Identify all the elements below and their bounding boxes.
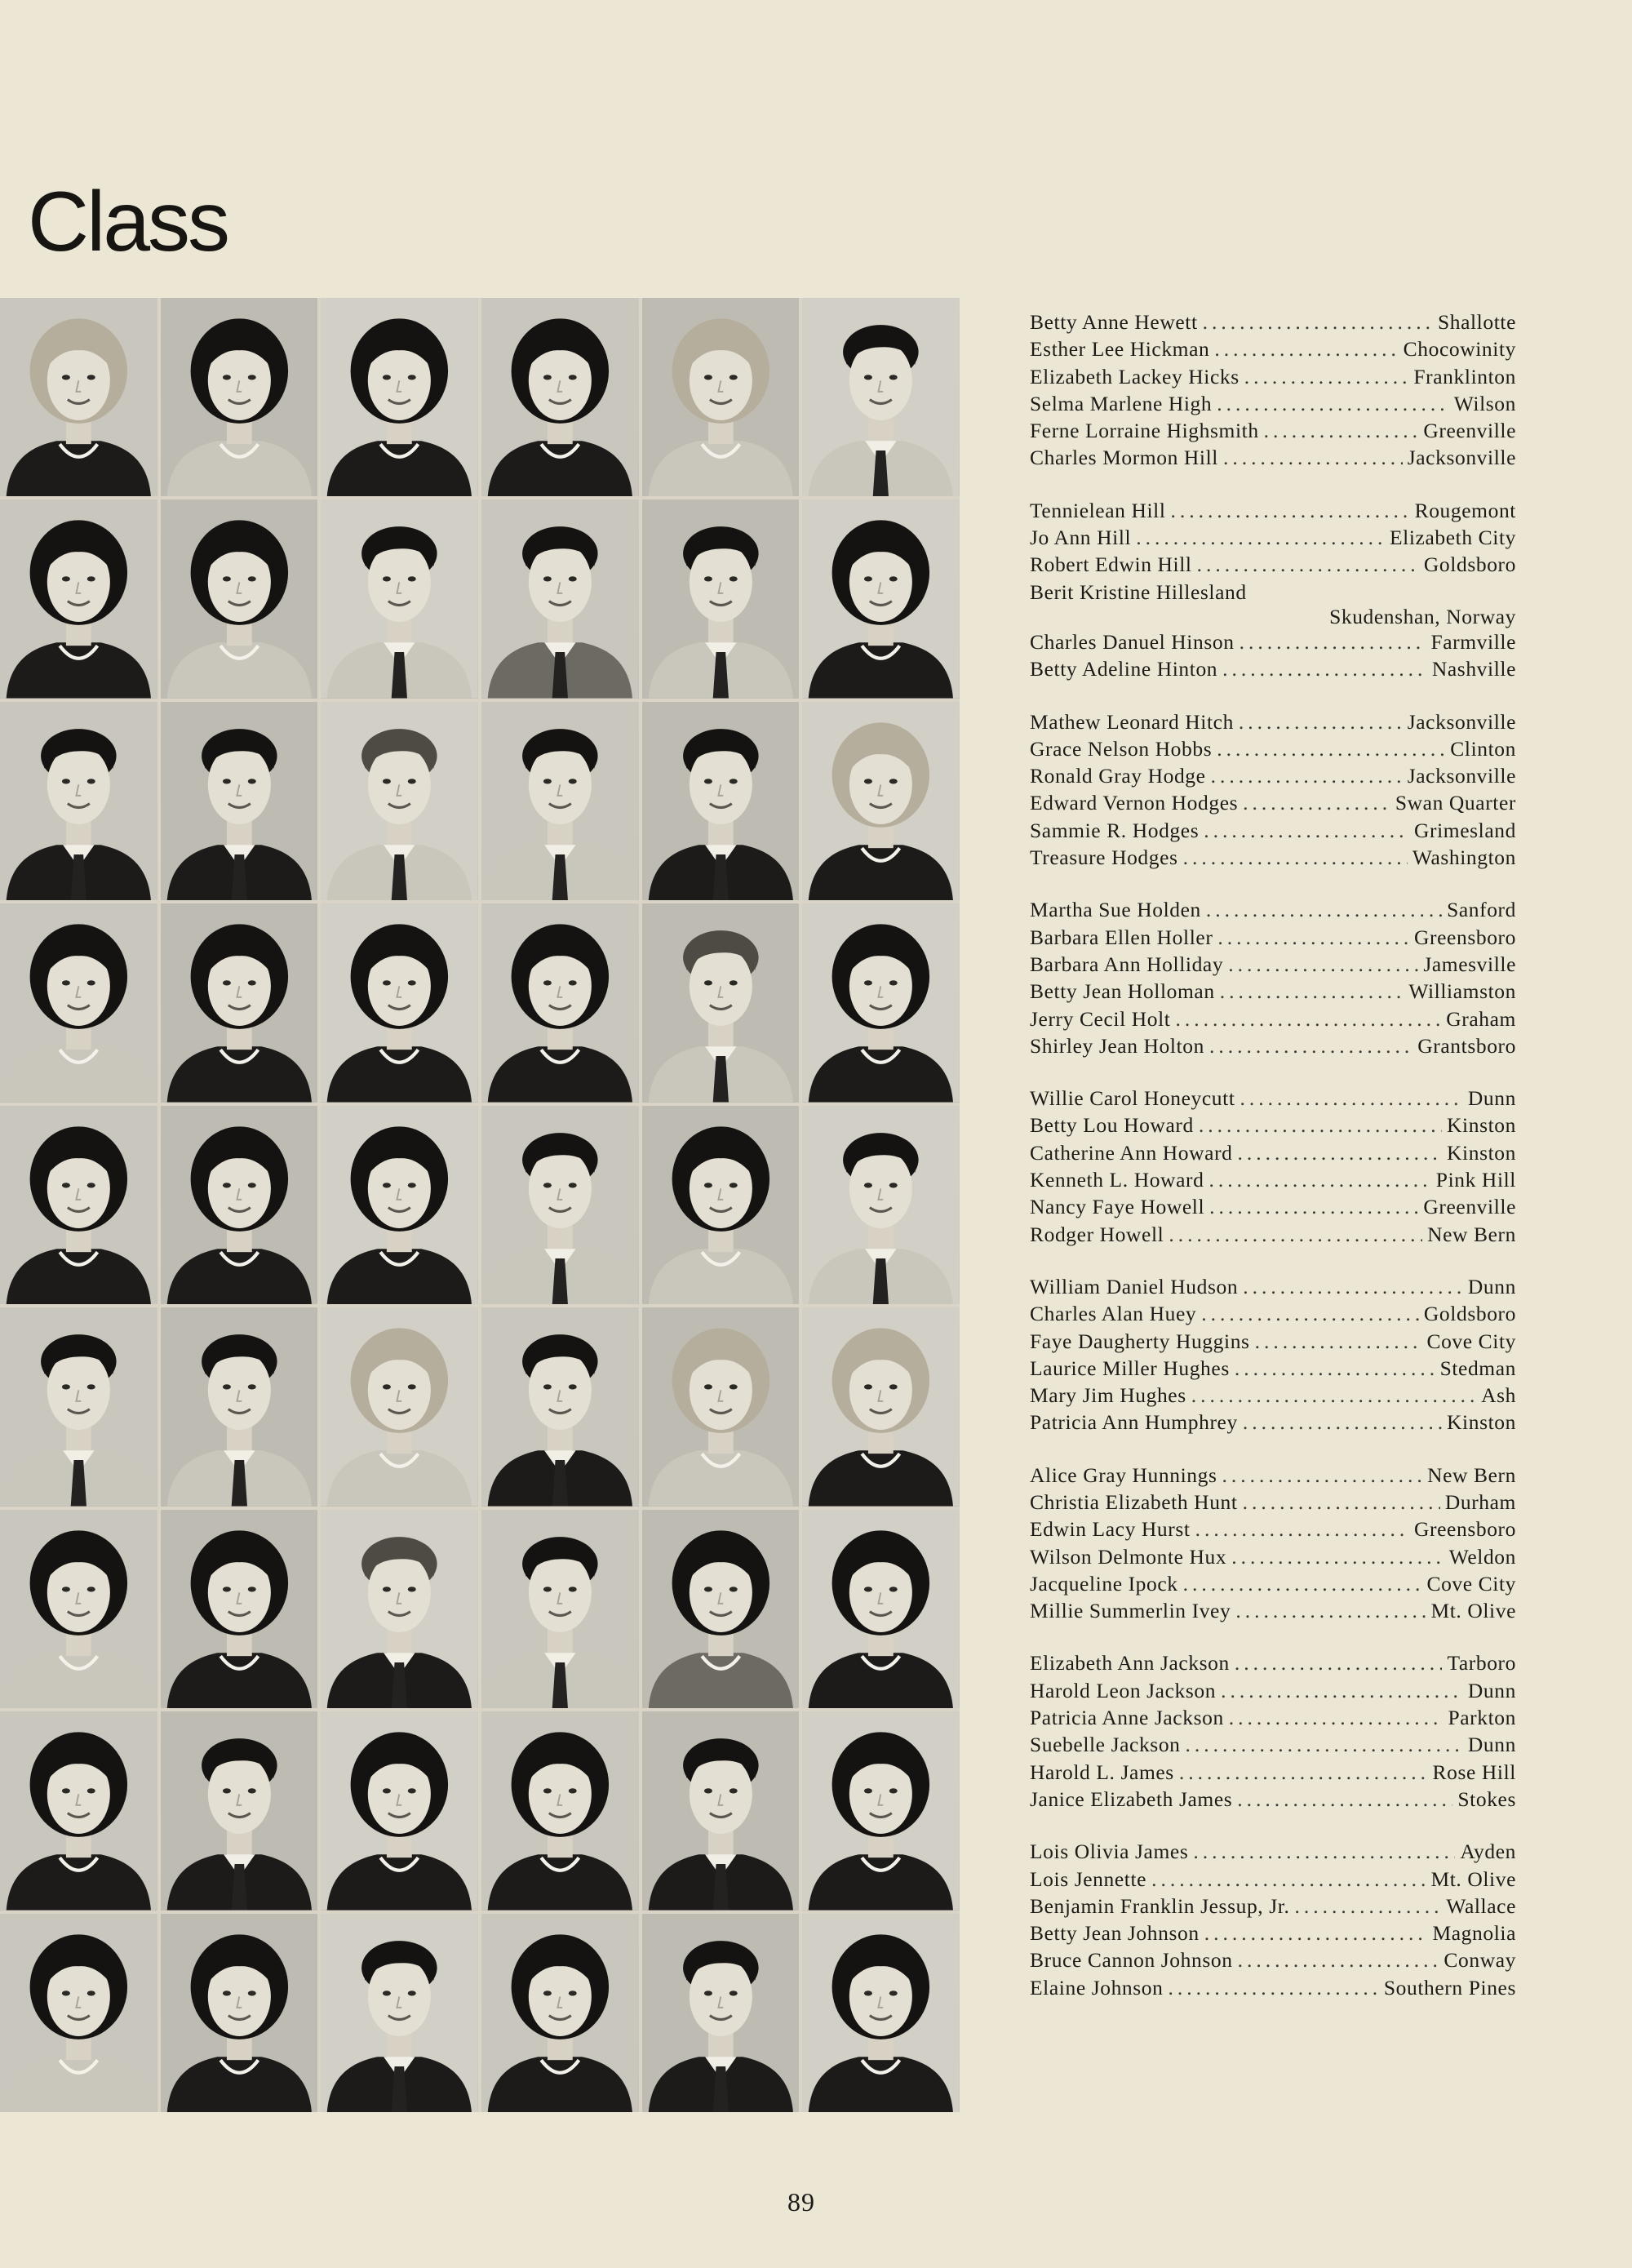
student-hometown: Grantsboro (1417, 1033, 1516, 1058)
student-portrait (0, 1711, 157, 1910)
student-portrait (161, 298, 318, 496)
student-hometown: Sanford (1447, 898, 1516, 922)
student-hometown: Conway (1444, 1948, 1516, 1973)
student-name: Charles Alan Huey (1030, 1302, 1197, 1326)
student-entry (1030, 1221, 1516, 1248)
student-entry (1030, 978, 1516, 1005)
dot-leader (1222, 655, 1427, 682)
student-name: Tennielean Hill (1030, 498, 1166, 522)
student-entry (1030, 1866, 1516, 1893)
student-portrait (481, 903, 639, 1102)
student-name: Suebelle Jackson (1030, 1733, 1181, 1757)
student-hometown: Greensboro (1414, 925, 1516, 949)
student-name: Betty Jean Johnson (1030, 1921, 1200, 1946)
student-hometown: Southern Pines (1383, 1975, 1516, 1999)
student-hometown: Farmville (1430, 629, 1516, 654)
student-name: Sammie R. Hodges (1030, 818, 1200, 842)
student-portrait (0, 298, 157, 496)
student-name: Jerry Cecil Holt (1030, 1006, 1171, 1031)
student-portrait (0, 702, 157, 900)
student-name: Laurice Miller Hughes (1030, 1356, 1230, 1380)
student-portrait (802, 499, 960, 698)
student-entry (1030, 762, 1516, 789)
student-portrait (642, 499, 800, 698)
student-hometown: Ayden (1460, 1840, 1516, 1864)
student-hometown: Williamston (1408, 979, 1516, 1004)
student-name: Mathew Leonard Hitch (1030, 709, 1234, 734)
dot-leader (1179, 1759, 1428, 1786)
student-name: Alice Gray Hunnings (1030, 1462, 1217, 1487)
student-entry (1030, 1516, 1516, 1542)
student-name: Jacqueline Ipock (1030, 1571, 1178, 1596)
student-entry (1030, 735, 1516, 762)
student-portrait (802, 1914, 960, 2112)
dot-leader (1199, 1112, 1442, 1138)
student-hometown: Magnolia (1432, 1921, 1516, 1946)
student-entry (1030, 1409, 1516, 1436)
dot-leader (1237, 1786, 1452, 1813)
student-name: Robert Edwin Hill (1030, 553, 1192, 577)
student-hometown: Goldsboro (1423, 1302, 1516, 1326)
dot-leader (1169, 1221, 1422, 1248)
student-hometown: New Bern (1427, 1462, 1516, 1487)
student-hometown: Kinston (1447, 1140, 1516, 1165)
dot-leader (1217, 735, 1445, 762)
student-entry (1030, 1300, 1516, 1327)
dot-leader (1240, 1085, 1463, 1112)
dot-leader (1183, 1570, 1422, 1597)
student-portrait (642, 1914, 800, 2112)
student-hometown: Dunn (1467, 1678, 1516, 1702)
student-portrait (0, 499, 157, 698)
name-group (1030, 308, 1516, 472)
student-hometown: Wilson (1453, 391, 1516, 415)
dot-leader (1240, 628, 1426, 655)
student-portrait (161, 499, 318, 698)
student-entry (1030, 551, 1516, 578)
dot-leader (1243, 789, 1390, 816)
student-entry (1030, 1193, 1516, 1220)
student-portrait (321, 702, 478, 900)
student-hometown: Parkton (1448, 1706, 1516, 1730)
dot-leader (1193, 1838, 1455, 1865)
student-portrait (802, 903, 960, 1102)
student-portrait (161, 1106, 318, 1304)
student-portrait (802, 1510, 960, 1708)
dot-leader (1171, 497, 1410, 524)
student-name: Patricia Anne Jackson (1030, 1706, 1224, 1730)
student-hometown: Shallotte (1437, 310, 1516, 334)
portrait-grid (0, 298, 960, 2112)
student-entry (1030, 1731, 1516, 1758)
dot-leader (1204, 1920, 1428, 1946)
student-hometown: Dunn (1467, 1086, 1516, 1111)
dot-leader (1223, 444, 1403, 471)
student-portrait (642, 1106, 800, 1304)
student-entry (1030, 1273, 1516, 1300)
student-hometown: Greenville (1423, 1195, 1516, 1219)
student-portrait (642, 1307, 800, 1506)
name-group (1030, 1273, 1516, 1436)
student-hometown: Weldon (1448, 1544, 1516, 1569)
student-name: Edward Vernon Hodges (1030, 791, 1239, 815)
student-name: Barbara Ellen Holler (1030, 925, 1213, 949)
student-name: Betty Anne Hewett (1030, 310, 1198, 334)
student-hometown: Mt. Olive (1430, 1599, 1516, 1623)
student-name: Shirley Jean Holton (1030, 1033, 1204, 1058)
student-portrait (321, 903, 478, 1102)
student-portrait (642, 298, 800, 496)
student-hometown: Stokes (1457, 1786, 1516, 1811)
dot-leader (1186, 1731, 1463, 1758)
student-portrait (481, 702, 639, 900)
student-hometown: Jacksonville (1407, 709, 1516, 734)
student-hometown: Graham (1446, 1006, 1516, 1031)
student-entry (1030, 1677, 1516, 1704)
student-hometown: Cove City (1426, 1571, 1516, 1596)
student-name: Edwin Lacy Hurst (1030, 1517, 1191, 1542)
student-portrait (161, 903, 318, 1102)
student-entry (1030, 1570, 1516, 1597)
student-hometown: Kinston (1447, 1410, 1516, 1435)
student-portrait (321, 1711, 478, 1910)
student-entry (1030, 1166, 1516, 1193)
dot-leader (1220, 978, 1404, 1005)
student-hometown: Swan Quarter (1395, 791, 1516, 815)
student-hometown: Pink Hill (1435, 1168, 1516, 1192)
student-portrait (481, 1106, 639, 1304)
dot-leader (1195, 1516, 1409, 1542)
student-portrait (802, 298, 960, 496)
dot-leader (1243, 1409, 1442, 1436)
student-hometown: Durham (1444, 1489, 1516, 1514)
student-hometown: Greensboro (1414, 1517, 1516, 1542)
student-entry (1030, 1704, 1516, 1731)
dot-leader (1204, 817, 1409, 844)
student-entry (1030, 1085, 1516, 1112)
student-name: William Daniel Hudson (1030, 1274, 1239, 1298)
student-name: Nancy Faye Howell (1030, 1195, 1205, 1219)
student-portrait (481, 298, 639, 496)
dot-leader (1221, 1677, 1463, 1704)
dot-leader (1183, 844, 1408, 871)
dot-leader (1209, 1193, 1418, 1220)
student-hometown: New Bern (1427, 1222, 1516, 1246)
name-group (1030, 896, 1516, 1059)
student-entry (1030, 817, 1516, 844)
student-name: Patricia Ann Humphrey (1030, 1410, 1238, 1435)
dot-leader (1235, 1355, 1435, 1382)
student-entry (1030, 628, 1516, 655)
student-name: Betty Adeline Hinton (1030, 657, 1218, 681)
student-portrait (161, 1510, 318, 1708)
student-name: Rodger Howell (1030, 1222, 1164, 1246)
name-group (1030, 1085, 1516, 1248)
dot-leader (1197, 551, 1419, 578)
student-name: Martha Sue Holden (1030, 898, 1201, 922)
dot-leader (1264, 417, 1419, 444)
dot-leader (1231, 1543, 1444, 1570)
student-name: Faye Daugherty Huggins (1030, 1329, 1250, 1353)
student-entry (1030, 1005, 1516, 1032)
student-hometown: Ash (1481, 1383, 1516, 1408)
dot-leader (1239, 708, 1403, 735)
student-name: Berit Kristine Hillesland (1030, 579, 1247, 604)
student-hometown: Cove City (1426, 1329, 1516, 1353)
student-hometown: Tarboro (1447, 1651, 1516, 1675)
student-portrait (481, 1510, 639, 1708)
student-name: Elizabeth Lackey Hicks (1030, 364, 1240, 388)
dot-leader (1255, 1328, 1422, 1355)
student-hometown: Greenville (1423, 419, 1516, 443)
student-entry (1030, 1382, 1516, 1409)
student-name: Esther Lee Hickman (1030, 337, 1210, 362)
student-portrait (321, 1106, 478, 1304)
student-hometown: Chocowinity (1403, 337, 1516, 362)
student-entry (1030, 497, 1516, 524)
dot-leader (1244, 363, 1409, 390)
student-portrait (321, 298, 478, 496)
student-name-list (1030, 308, 1516, 2026)
dot-leader (1151, 1866, 1426, 1893)
student-portrait (321, 1914, 478, 2112)
student-name: Mary Jim Hughes (1030, 1383, 1186, 1408)
student-entry (1030, 1838, 1516, 1865)
student-portrait (0, 1510, 157, 1708)
student-name: Ronald Gray Hodge (1030, 764, 1206, 788)
student-name: Kenneth L. Howard (1030, 1168, 1204, 1192)
student-name: Ferne Lorraine Highsmith (1030, 419, 1259, 443)
student-name: Elaine Johnson (1030, 1975, 1164, 1999)
dot-leader (1175, 1005, 1441, 1032)
student-name: Betty Jean Holloman (1030, 979, 1215, 1004)
student-name: Treasure Hodges (1030, 846, 1178, 870)
student-portrait (321, 1510, 478, 1708)
student-hometown: Rougemont (1414, 498, 1516, 522)
dot-leader (1238, 1946, 1439, 1973)
student-hometown: Dunn (1467, 1274, 1516, 1298)
student-hometown: Jacksonville (1407, 764, 1516, 788)
dot-leader (1238, 1139, 1443, 1166)
student-entry (1030, 1139, 1516, 1166)
student-entry (1030, 1355, 1516, 1382)
dot-leader (1191, 1382, 1476, 1409)
name-group (1030, 497, 1516, 683)
name-group (1030, 1838, 1516, 2001)
student-name: Barbara Ann Holliday (1030, 952, 1224, 976)
student-hometown: Mt. Olive (1430, 1866, 1516, 1891)
dot-leader (1214, 335, 1398, 362)
student-hometown: Goldsboro (1423, 553, 1516, 577)
student-name: Christia Elizabeth Hunt (1030, 1489, 1238, 1514)
page-title: Class (28, 174, 228, 269)
student-entry (1030, 924, 1516, 951)
student-name: Catherine Ann Howard (1030, 1140, 1233, 1165)
student-hometown: Kinston (1447, 1113, 1516, 1138)
student-entry (1030, 1974, 1516, 2001)
student-hometown: Elizabeth City (1390, 526, 1516, 550)
student-entry (1030, 1543, 1516, 1570)
student-name: Benjamin Franklin Jessup, Jr. (1030, 1893, 1290, 1918)
student-name: Millie Summerlin Ivey (1030, 1599, 1231, 1623)
student-portrait (0, 1914, 157, 2112)
student-name: Jo Ann Hill (1030, 526, 1132, 550)
dot-leader (1235, 1649, 1443, 1676)
dot-leader (1229, 1704, 1444, 1731)
student-name: Elizabeth Ann Jackson (1030, 1651, 1230, 1675)
student-hometown: Stedman (1439, 1356, 1516, 1380)
dot-leader (1136, 524, 1385, 551)
student-entry (1030, 390, 1516, 417)
dot-leader (1235, 1597, 1426, 1624)
dot-leader (1222, 1462, 1423, 1489)
student-name: Wilson Delmonte Hux (1030, 1544, 1227, 1569)
dot-leader (1217, 390, 1449, 417)
student-portrait (161, 1914, 318, 2112)
student-hometown: Rose Hill (1432, 1760, 1516, 1784)
student-entry (1030, 1786, 1516, 1813)
student-hometown: Jamesville (1423, 952, 1516, 976)
student-entry (1030, 1462, 1516, 1489)
student-portrait (481, 1711, 639, 1910)
dot-leader (1243, 1273, 1463, 1300)
name-group (1030, 1649, 1516, 1813)
student-portrait (802, 1106, 960, 1304)
student-hometown: Clinton (1450, 736, 1516, 761)
student-hometown: Nashville (1431, 657, 1516, 681)
student-portrait (0, 1106, 157, 1304)
student-entry (1030, 444, 1516, 471)
dot-leader (1206, 896, 1442, 923)
student-hometown: Washington (1412, 846, 1516, 870)
dot-leader (1243, 1489, 1440, 1516)
name-group (1030, 708, 1516, 872)
student-portrait (642, 903, 800, 1102)
student-entry (1030, 1649, 1516, 1676)
student-entry (1030, 1032, 1516, 1059)
student-name: Lois Olivia James (1030, 1840, 1189, 1864)
student-name: Charles Danuel Hinson (1030, 629, 1235, 654)
student-entry (1030, 335, 1516, 362)
dot-leader (1211, 762, 1403, 789)
student-portrait (321, 1307, 478, 1506)
student-entry (1030, 844, 1516, 871)
student-entry (1030, 1597, 1516, 1624)
student-portrait (161, 1307, 318, 1506)
dot-leader (1169, 1974, 1379, 2001)
student-hometown: Dunn (1467, 1733, 1516, 1757)
student-entry (1030, 789, 1516, 816)
student-entry (1030, 417, 1516, 444)
student-name: Harold Leon Jackson (1030, 1678, 1217, 1702)
student-portrait (321, 499, 478, 698)
dot-leader (1294, 1893, 1441, 1920)
student-entry (1030, 524, 1516, 551)
dot-leader (1208, 1166, 1430, 1193)
student-portrait (802, 1307, 960, 1506)
student-entry (1030, 579, 1516, 628)
student-entry (1030, 363, 1516, 390)
student-entry (1030, 1328, 1516, 1355)
dot-leader (1209, 1032, 1412, 1059)
student-portrait (161, 1711, 318, 1910)
page-number: 89 (787, 2187, 815, 2217)
student-name: Selma Marlene High (1030, 391, 1213, 415)
dot-leader (1228, 951, 1418, 978)
student-portrait (802, 702, 960, 900)
student-entry (1030, 1112, 1516, 1138)
student-portrait (481, 1307, 639, 1506)
student-entry (1030, 951, 1516, 978)
student-entry (1030, 1946, 1516, 1973)
student-entry (1030, 1759, 1516, 1786)
student-name: Grace Nelson Hobbs (1030, 736, 1213, 761)
student-portrait (642, 1510, 800, 1708)
student-name: Charles Mormon Hill (1030, 446, 1218, 470)
student-portrait (0, 903, 157, 1102)
student-hometown: Grimesland (1414, 818, 1516, 842)
student-portrait (481, 499, 639, 698)
student-portrait (642, 1711, 800, 1910)
student-hometown: Skudenshan, Norway (1329, 604, 1516, 628)
student-hometown: Franklinton (1413, 364, 1516, 388)
student-name: Lois Jennette (1030, 1866, 1147, 1891)
student-entry (1030, 308, 1516, 335)
student-entry (1030, 1489, 1516, 1516)
dot-leader (1217, 924, 1409, 951)
student-entry (1030, 708, 1516, 735)
student-portrait (642, 702, 800, 900)
student-portrait (161, 702, 318, 900)
student-entry (1030, 1893, 1516, 1920)
student-portrait (0, 1307, 157, 1506)
student-portrait (802, 1711, 960, 1910)
student-hometown: Jacksonville (1407, 446, 1516, 470)
student-entry (1030, 655, 1516, 682)
dot-leader (1201, 1300, 1419, 1327)
student-entry (1030, 896, 1516, 923)
student-hometown: Wallace (1446, 1893, 1516, 1918)
dot-leader (1203, 308, 1433, 335)
student-entry (1030, 1920, 1516, 1946)
student-name: Janice Elizabeth James (1030, 1786, 1233, 1811)
student-name: Bruce Cannon Johnson (1030, 1948, 1233, 1973)
student-name: Willie Carol Honeycutt (1030, 1086, 1235, 1111)
student-name: Harold L. James (1030, 1760, 1174, 1784)
student-name: Betty Lou Howard (1030, 1113, 1194, 1138)
name-group (1030, 1462, 1516, 1625)
student-portrait (481, 1914, 639, 2112)
